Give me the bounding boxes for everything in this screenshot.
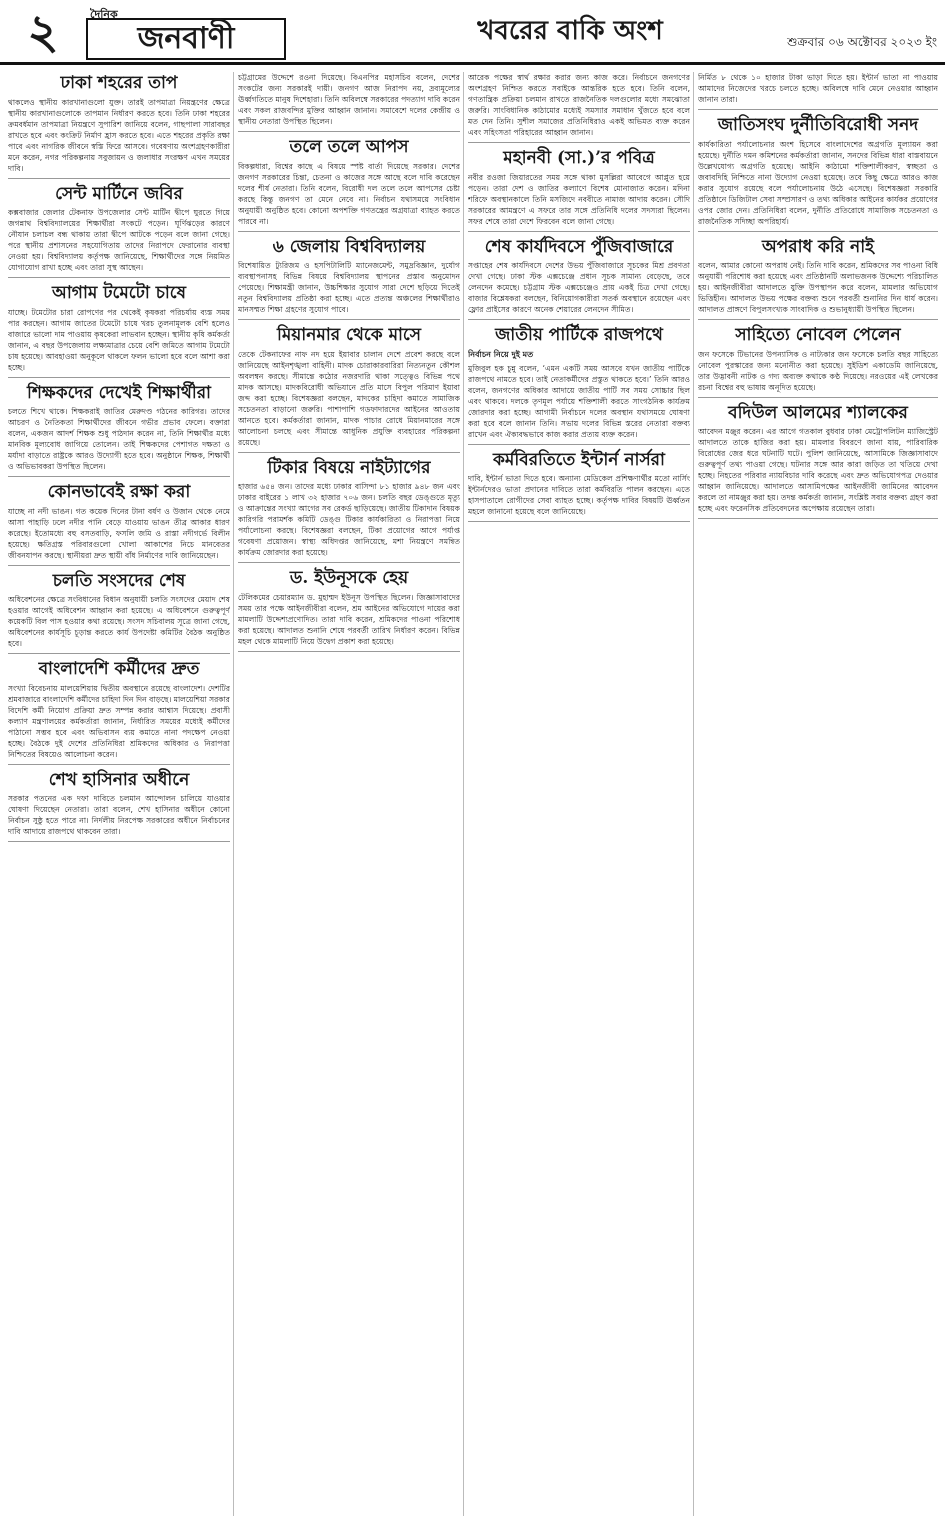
article-headline: সেন্ট মার্টিনে জবির: [55, 183, 183, 204]
article: [698, 72, 938, 110]
article-separator: [8, 476, 230, 477]
article-body: মুজিবুল হক চুন্নু বলেন, ‘এমন একটি সময় আসবে যখন জাতীয় পার্টিকে রাজপথে নামতে হবে। তাই নেতাকর্মীদের প্রস্তুত থাকতে হবে।’ তিনি আরও বলেন, জনগণের অধিকার আদায়ে জাতীয় পার্টি সব সময় সোচ্চার ছিল এবং থাকবে। দলকে তৃণমূল পর্যায়ে শক্তিশালী করতে সাংগঠনিক কার্যক্রম জোরদার করা হচ্ছে। আগামী নির্বাচনে দলের অবস্থান যথাসময়ে ঘোষণা করা হবে বলে জানান তিনি। সভায় দলের বিভিন্ন স্তরের নেতারা বক্তব্য রাখেন এবং ঐক্যবদ্ধভাবে কাজ করার প্রত্যয় ব্যক্ত করেন।: [468, 363, 690, 439]
article: [468, 451, 690, 523]
article-body: অধিবেশনের ক্ষেত্রে সংবিধানের বিধান অনুযায়ী চলতি সংসদের মেয়াদ শেষ হওয়ার আগেই অধিবেশন আহ্বান করা হয়েছে। এ অধিবেশনে গুরুত্বপূর্ণ কয়েকটি বিল পাস হওয়ার কথা রয়েছে। সংসদ সচিবালয় সূত্রে জানা গেছে, অধিবেশনের কার্যসূচি চূড়ান্ত করতে কার্য উপদেষ্টা কমিটির বৈঠক অনুষ্ঠিত হবে।: [8, 595, 230, 649]
article-subhead: নির্বাচন নিয়ে দুই মত: [468, 349, 534, 359]
page-number: ২: [27, 4, 59, 60]
article-separator: [8, 764, 230, 765]
article-separator: [8, 841, 230, 842]
article-separator: [238, 452, 460, 453]
article-body: কক্সবাজার জেলার টেকনাফ উপজেলার সেন্ট মার্টিন দ্বীপে ঘুরতে গিয়ে জগন্নাথ বিশ্ববিদ্যালয়ের শিক্ষার্থীরা সংকটে পড়েন। ঘূর্ণিঝড়ের কারণে নৌযান চলাচল বন্ধ থাকায় তারা দ্বীপে আটকে পড়েন বলে জানা গেছে। পরে স্থানীয় প্রশাসনের সহযোগিতায় তাদের নিরাপদে ফেরানোর ব্যবস্থা নেওয়া হয়। বিশ্ববিদ্যালয় কর্তৃপক্ষ জানিয়েছে, শিক্ষার্থীদের সঙ্গে নিয়মিত যোগাযোগ রাখা হচ্ছে এবং তারা সুস্থ আছেন।: [8, 208, 230, 273]
article-body: নির্মিত ৮ থেকে ১০ হাজার টাকা ভাড়া দিতে হয়। ইন্টার্ন ভাতা না পাওয়ায় আমাদের নিজেদের খরচে চলতে হচ্ছে। অবিলম্বে দাবি মেনে নেওয়ার আহ্বান জানান তারা।: [698, 73, 938, 104]
article-separator: [698, 319, 938, 320]
article-separator: [8, 565, 230, 566]
article-headline: অপরাধ করি নাই: [762, 236, 874, 257]
column-4: [698, 72, 938, 1516]
dateline: শুক্রবার ০৬ অক্টোবর ২০২৩ ইং: [787, 35, 937, 49]
logo-wordmark: জনবাণী: [86, 18, 286, 60]
article: [698, 404, 938, 520]
article-body: বিকল্পধারা, বিশ্বের কাছে এ বিষয়ে স্পষ্ট বার্তা দিয়েছে সরকার। দেশের জনগণ সরকারের চিন্তা, চেতনা ও কাজের সঙ্গে আছে বলে দাবি করেছেন দলের শীর্ষ নেতারা। তিনি বলেন, বিরোধী দল তলে তলে আপসের চেষ্টা করছে কিন্তু জনগণ তা মেনে নেবে না। নির্বাচন যথাসময়ে সংবিধান অনুযায়ী অনুষ্ঠিত হবে। কোনো অপশক্তি গণতন্ত্রের অগ্রযাত্রা ব্যাহত করতে পারবে না।: [238, 161, 460, 226]
article: [8, 483, 230, 566]
masthead: [0, 0, 945, 64]
newspaper-logo: [86, 6, 286, 58]
article-body: জন ফসেকে টিভানের উপন্যাসিক ও নাট্যকার জন ফসেকে চলতি বছর সাহিত্যে নোবেল পুরস্কারের জন্য মনোনীত করা হয়েছে। সুইডিশ একাডেমি জানিয়েছে, তার উদ্ভাবনী নাটক ও গদ্য অব্যক্ত কথাকে কণ্ঠ দিয়েছে। নরওয়ের এই লেখকের রচনা বিশ্বের বহু ভাষায় অনূদিত হয়েছে।: [698, 349, 938, 392]
article-body: সপ্তাহের শেষ কার্যদিবসে দেশের উভয় পুঁজিবাজারে সূচকের মিশ্র প্রবণতা দেখা গেছে। ঢাকা স্টক এক্সচেঞ্জে প্রধান সূচক সামান্য বেড়েছে, তবে লেনদেন কমেছে। চট্টগ্রাম স্টক এক্সচেঞ্জেও প্রায় একই চিত্র দেখা গেছে। বাজার বিশ্লেষকরা বলছেন, বিনিয়োগকারীরা সতর্ক অবস্থানে রয়েছেন এবং ফ্লোর প্রাইসের কারণে অনেক শেয়ারের লেনদেন সীমিত।: [468, 261, 690, 315]
column-3: [468, 72, 690, 1516]
article: [8, 572, 230, 655]
article-separator: [238, 231, 460, 232]
article-headline: ড. ইউনূসকে হেয়: [289, 568, 409, 589]
column-divider: [233, 72, 234, 1516]
logo-prefix: দৈনিক: [90, 8, 118, 21]
article-body: সরকার পতনের এক দফা দাবিতে চলমান আন্দোলন চালিয়ে যাওয়ার ঘোষণা দিয়েছেন নেতারা। তারা বলেন, শেখ হাসিনার অধীনে কোনো নির্বাচন সুষ্ঠু হতে পারে না। নির্দলীয় নিরপেক্ষ সরকারের অধীনে নির্বাচনের দাবি আদায়ে রাজপথে থাকবেন তারা।: [8, 794, 230, 837]
article-separator: [468, 444, 690, 445]
article: [238, 569, 460, 652]
article-body: চট্টগ্রামের উদ্দেশে রওনা দিয়েছে। বিএনপির মহাসচিব বলেন, দেশের সংকটের জন্য সরকারই দায়ী। জনগণ আজ নিরাপদ নয়, দ্রব্যমূল্যের ঊর্ধ্বগতিতে মানুষ দিশেহারা। তিনি অবিলম্বে সরকারের পদত্যাগ দাবি করেন এবং সকল রাজবন্দির মুক্তির আহ্বান জানান। সমাবেশে দলের কেন্দ্রীয় ও স্থানীয় নেতারা উপস্থিত ছিলেন।: [238, 73, 460, 126]
masthead-rule: [0, 62, 945, 65]
article-separator: [8, 277, 230, 278]
article-headline: জাতীয় পার্টিকে রাজপথে: [495, 325, 663, 346]
article-headline: চলতি সংসদের শেষ: [52, 570, 186, 591]
article-separator: [698, 231, 938, 232]
article: [238, 72, 460, 132]
article-separator: [8, 178, 230, 179]
article-separator: [238, 562, 460, 563]
article-separator: [468, 142, 690, 143]
article: [468, 326, 690, 445]
article: [468, 149, 690, 232]
article-body: বলেন, আমার কোনো অপরাধ নেই। তিনি দাবি করেন, শ্রমিকদের সব পাওনা বিধি অনুযায়ী পরিশোধ করা হয়েছে এবং প্রতিষ্ঠানটি অলাভজনক উদ্দেশ্যে পরিচালিত হয়। আইনজীবীরা আদালতে যুক্তি উপস্থাপন করে বলেন, মামলার অভিযোগ ভিত্তিহীন। আদালত উভয় পক্ষের বক্তব্য শুনে পরবর্তী শুনানির দিন ধার্য করেন। আদালত প্রাঙ্গণে বিপুলসংখ্যক সাংবাদিক ও শুভানুধ্যায়ী উপস্থিত ছিলেন।: [698, 261, 938, 315]
article-separator: [238, 651, 460, 652]
article-separator: [8, 377, 230, 378]
article: [698, 238, 938, 321]
article-body: কার্যকারিতা পর্যালোচনার অংশ হিসেবে বাংলাদেশের অগ্রগতি মূল্যায়ন করা হয়েছে। দুর্নীতি দমন কমিশনের কর্মকর্তারা জানান, সনদের বিভিন্ন ধারা বাস্তবায়নে উল্লেখযোগ্য অগ্রগতি হয়েছে। আইনি কাঠামো শক্তিশালীকরণ, স্বচ্ছতা ও জবাবদিহি নিশ্চিতে নানা উদ্যোগ নেওয়া হয়েছে। তবে কিছু ক্ষেত্রে আরও কাজ করার সুযোগ রয়েছে বলে পর্যালোচনায় উঠে এসেছে। বিশেষজ্ঞরা সরকারি প্রতিষ্ঠানে ডিজিটাল সেবা সম্প্রসারণ ও তথ্য অধিকার আইনের কার্যকর প্রয়োগের ওপর জোর দেন। প্রতিনিধিরা বলেন, দুর্নীতি প্রতিরোধে সামাজিক সচেতনতা ও রাজনৈতিক সদিচ্ছা অপরিহার্য।: [698, 139, 938, 226]
article-body: থাকলেও স্থানীয় কারখানাগুলো যুক্ত। তারই তাপমাত্রা নিয়ন্ত্রণের ক্ষেত্রে স্থানীয় কারখানাগুলোকে তাপমান নির্ধারণ করতে হবে। তিনি ঢাকা শহরের ক্রমবর্ধমান তাপমাত্রা নিয়ন্ত্রণে সুপারিশ জানিয়ে বলেন, গাছপালা সারাবছর রাখতে হবে এবং কংক্রিট নির্মাণ হ্রাস করতে হবে। এতে শহরের প্রকৃতি রক্ষা পাবে এবং নাগরিক জীবনে স্বস্তি ফিরে আসবে। গবেষণায় অংশগ্রহণকারীরা মনে করেন, নগর পরিকল্পনায় সবুজায়ন ও জলাধার সংরক্ষণ এখন সময়ের দাবি।: [8, 97, 230, 173]
article-body: আবেদন মঞ্জুর করেন। এর আগে গতকাল বুধবার ঢাকা মেট্রোপলিটন ম্যাজিস্ট্রেট আদালতে তাকে হাজির করা হয়। মামলার বিবরণে জানা যায়, পারিবারিক বিরোধের জের ধরে ঘটনাটি ঘটে। পুলিশ জানিয়েছে, আসামিকে জিজ্ঞাসাবাদে গুরুত্বপূর্ণ তথ্য পাওয়া গেছে। ঘটনার সঙ্গে আর কারা জড়িত তা খতিয়ে দেখা হচ্ছে। নিহতের পরিবার ন্যায়বিচার দাবি করেছে এবং দ্রুত অভিযোগপত্র দেওয়ার আহ্বান জানিয়েছে। আদালতে আসামিপক্ষের আইনজীবী জামিনের আবেদন করলে তা নামঞ্জুর করা হয়। তদন্ত কর্মকর্তা জানান, সংশ্লিষ্ট সবার বক্তব্য গ্রহণ করা হচ্ছে এবং ফরেনসিক প্রতিবেদনের অপেক্ষায় রয়েছেন তারা।: [698, 427, 938, 514]
article-headline: সাহিত্যে নোবেল পেলেন: [735, 325, 901, 346]
article: [698, 116, 938, 232]
article: [238, 459, 460, 564]
article-headline: বাংলাদেশি কর্মীদের দ্রুত: [38, 659, 200, 680]
article: [8, 771, 230, 843]
article-body: সংখ্যা বিবেচনায় মালয়েশিয়ায় দ্বিতীয় অবস্থানে রয়েছে বাংলাদেশ। দেশটির শ্রমবাজারে বাংলাদেশি কর্মীদের চাহিদা দিন দিন বাড়ছে। মালয়েশিয়া সরকার বিদেশি কর্মী নিয়োগ প্রক্রিয়া দ্রুত সম্পন্ন করার আশ্বাস দিয়েছে। প্রবাসী কল্যাণ মন্ত্রণালয়ের কর্মকর্তারা জানান, নির্ধারিত সময়ের মধ্যেই কর্মীদের পাঠানো সম্ভব হবে এবং অভিবাসন ব্যয় কমাতে নানা পদক্ষেপ নেওয়া হচ্ছে। বৈঠকে দুই দেশের প্রতিনিধিরা শ্রমিকদের অধিকার ও নিরাপত্তা নিশ্চিতের বিষয়েও আলোচনা করেন।: [8, 683, 230, 759]
article: [8, 384, 230, 478]
article-separator: [468, 521, 690, 522]
article-headline: শেষ কার্যদিবসে পুঁজিবাজারে: [484, 236, 674, 257]
article: [238, 326, 460, 453]
column-1: [8, 72, 230, 1516]
article: [8, 74, 230, 179]
article-body: যাচ্ছে। টমেটোর চারা রোপণের পর থেকেই কৃষকরা পরিচর্যায় ব্যস্ত সময় পার করছেন। আগাম জাতের টমেটো চাষে খরচ তুলনামূলক বেশি হলেও বাজারে ভালো দাম পাওয়ায় কৃষকেরা লাভবান হচ্ছেন। স্থানীয় কৃষি কর্মকর্তা জানান, এ বছর উপজেলায় লক্ষ্যমাত্রার চেয়ে বেশি জমিতে আগাম টমেটো চাষ হয়েছে। আবহাওয়া অনুকূলে থাকলে ফলন ভালো হবে বলে আশা করা হচ্ছে।: [8, 307, 230, 372]
article-separator: [468, 231, 690, 232]
article-headline: বদিউল আলমের শ্যালকের: [728, 402, 908, 423]
article-separator: [468, 319, 690, 320]
article: [8, 660, 230, 765]
article-headline: শেখ হাসিনার অধীনে: [48, 769, 190, 790]
section-title: খবরের বাকি অংশ: [477, 16, 663, 46]
article-body: চলতে শিখে থাকে। শিক্ষকরাই জাতির মেরুদণ্ড গঠনের কারিগর। তাদের আচরণ ও নৈতিকতা শিক্ষার্থীদের জীবনে গভীর প্রভাব ফেলে। বক্তারা বলেন, একজন আদর্শ শিক্ষক শুধু পাঠদান করেন না, তিনি শিক্ষার্থীর মধ্যে মানবিক মূল্যবোধ জাগিয়ে তোলেন। তাই শিক্ষকদের পেশাগত দক্ষতা ও মর্যাদা বাড়াতে রাষ্ট্রকে আরও উদ্যোগী হতে হবে। অনুষ্ঠানে শিক্ষক, শিক্ষার্থী ও অভিভাবকরা উপস্থিত ছিলেন।: [8, 407, 230, 472]
article-body: টেলিকমের চেয়ারম্যান ড. মুহাম্মদ ইউনূস উপস্থিত ছিলেন। জিজ্ঞাসাবাদের সময় তার পক্ষে আইনজীবীরা বলেন, শ্রম আইনের অভিযোগে দায়ের করা মামলাটি উদ্দেশ্যপ্রণোদিত। তারা দাবি করেন, শ্রমিকদের পাওনা পরিশোধ করা হয়েছে। আদালত শুনানি শেষে পরবর্তী তারিখ নির্ধারণ করেন। বিভিন্ন মহল থেকে মামলাটি নিয়ে উদ্বেগ প্রকাশ করা হয়েছে।: [238, 592, 460, 646]
article-separator: [238, 131, 460, 132]
article-body: যাচ্ছে না নদী ভাঙন। গত কয়েক দিনের টানা বর্ষণ ও উজান থেকে নেমে আসা পাহাড়ি ঢলে নদীর পানি বেড়ে যাওয়ায় ভাঙন তীব্র আকার ধারণ করেছে। ইতোমধ্যে বহু বসতবাড়ি, ফসলি জমি ও রাস্তা নদীগর্ভে বিলীন হয়েছে। ক্ষতিগ্রস্ত পরিবারগুলো খোলা আকাশের নিচে মানবেতর জীবনযাপন করছে। স্থানীয়রা দ্রুত স্থায়ী বাঁধ নির্মাণের দাবি জানিয়েছেন।: [8, 506, 230, 560]
article-body: দাবি, ইন্টার্ন ভাতা দিতে হবে। অন্যান্য মেডিকেল প্রশিক্ষণার্থীর মতো নার্সিং ইন্টার্নদেরও ভাতা প্রদানের দাবিতে তারা কর্মবিরতি পালন করছেন। এতে হাসপাতালে রোগীদের সেবা ব্যাহত হচ্ছে। কর্তৃপক্ষ দাবির বিষয়টি ঊর্ধ্বতন মহলে জানানো হয়েছে বলে জানিয়েছে।: [468, 474, 690, 517]
article-headline: ঢাকা শহরের তাপ: [60, 73, 178, 93]
article-headline: মিয়ানমার থেকে মাসে: [276, 325, 421, 346]
article: [468, 238, 690, 321]
article-separator: [698, 518, 938, 519]
article-headline: টিকার বিষয়ে নাইট্যাগের: [267, 457, 431, 478]
article-body: নবীর রওজা জিয়ারতের সময় সঙ্গে থাকা মুসল্লিরা আবেগে আপ্লুত হয়ে পড়েন। তারা দেশ ও জাতির কল্যাণে বিশেষ মোনাজাত করেন। মদিনা শরিফে অবস্থানকালে তিনি মসজিদে নববীতে নামাজ আদায় করেন। সৌদি সরকারের আমন্ত্রণে এ সফরে তার সঙ্গে প্রতিনিধি দলের সদস্যরা ছিলেন। সফর শেষে তারা দেশে ফিরবেন বলে জানা গেছে।: [468, 172, 690, 226]
article-separator: [698, 397, 938, 398]
article-headline: ৬ জেলায় বিশ্ববিদ্যালয়: [272, 236, 426, 257]
article-headline: আগাম টমেটো চাষে: [51, 283, 187, 304]
article-separator: [238, 319, 460, 320]
article-body: তেকে টেকনাফের নাফ নদ হয়ে ইয়াবার চালান দেশে প্রবেশ করছে বলে জানিয়েছে আইনশৃঙ্খলা বাহিনী। মাদক চোরাকারবারিরা নিত্যনতুন কৌশল অবলম্বন করছে। সীমান্তে কঠোর নজরদারি থাকা সত্ত্বেও বিভিন্ন পথে মাদক আসছে। মাদকবিরোধী অভিযানে প্রতি মাসে বিপুল পরিমাণ ইয়াবা জব্দ করা হচ্ছে। বিশেষজ্ঞরা বলছেন, মাদকের চাহিদা কমাতে সামাজিক সচেতনতা বাড়ানো জরুরি। পাশাপাশি গডফাদারদের আইনের আওতায় আনতে হবে। কর্মকর্তারা জানান, মাদক পাচার রোধে মিয়ানমারের সঙ্গে আলোচনা চলছে এবং সীমান্তে আধুনিক প্রযুক্তি ব্যবহারের পরিকল্পনা রয়েছে।: [238, 349, 460, 447]
article-headline: জাতিসংঘ দুর্নীতিবিরোধী সনদ: [717, 115, 919, 135]
article-body: বিশেষায়িত ট্যুরিজম ও হসপিটালিটি ম্যানেজমেন্ট, সমুদ্রবিজ্ঞান, দুর্যোগ ব্যবস্থাপনাসহ বিভিন্ন বিষয়ে বিশ্ববিদ্যালয় স্থাপনের প্রস্তাব অনুমোদন পেয়েছে। শিক্ষামন্ত্রী জানান, উচ্চশিক্ষার সুযোগ সারা দেশে ছড়িয়ে দিতেই নতুন বিশ্ববিদ্যালয় প্রতিষ্ঠা করা হচ্ছে। এতে প্রত্যন্ত অঞ্চলের শিক্ষার্থীরাও মানসম্মত শিক্ষা গ্রহণের সুযোগ পাবে।: [238, 261, 460, 315]
article: [468, 72, 690, 143]
article-body: আরেক পক্ষের স্বার্থ রক্ষার করার জন্য কাজ করে। নির্বাচনে জনগণের অংশগ্রহণ নিশ্চিত করতে সবাইকে আন্তরিক হতে হবে। তিনি বলেন, গণতান্ত্রিক প্রক্রিয়া চলমান রাখতে রাজনৈতিক দলগুলোর মধ্যে সমঝোতা জরুরি। সাংবিধানিক কাঠামোর মধ্যেই সমস্যার সমাধান খুঁজতে হবে বলে মত দেন তিনি। সুশীল সমাজের প্রতিনিধিরাও একই অভিমত ব্যক্ত করেন এবং সহিংসতা পরিহারের আহ্বান জানান।: [468, 73, 690, 137]
article-separator: [698, 109, 938, 110]
article: [238, 238, 460, 321]
article-headline: শিক্ষকদের দেখেই শিক্ষার্থীরা: [27, 382, 211, 403]
column-divider: [693, 72, 694, 1516]
article-body: হাজার ৬৫৪ জন। তাদের মধ্যে ঢাকার বাসিন্দা ৮১ হাজার ৯৪৮ জন এবং ঢাকার বাইরের ১ লাখ ৩২ হাজার ৭০৬ জন। চলতি বছর ডেঙ্গুতে মৃত্যু ও আক্রান্তের সংখ্যা আগের সব রেকর্ড ছাড়িয়েছে। জাতীয় টিকাদান বিষয়ক কারিগরি পরামর্শক কমিটি ডেঙ্গু টিকার কার্যকারিতা ও নিরাপত্তা নিয়ে পর্যালোচনা করছে। বিশেষজ্ঞরা বলছেন, টিকা প্রয়োগের আগে পর্যাপ্ত গবেষণা প্রয়োজন। স্বাস্থ্য অধিদপ্তর জানিয়েছে, মশা নিয়ন্ত্রণে সমন্বিত কার্যক্রম জোরদার করা হয়েছে।: [238, 482, 460, 558]
article-headline: কোনভাবেই রক্ষা করা: [47, 482, 191, 503]
column-2: [238, 72, 460, 1516]
article: [238, 138, 460, 232]
article: [8, 284, 230, 378]
article: [8, 185, 230, 279]
article-headline: তলে তলে আপস: [289, 137, 409, 157]
article: [698, 326, 938, 398]
article-separator: [8, 653, 230, 654]
article-headline: মহানবী (সা.)’র পবিত্র: [503, 148, 655, 168]
article-headline: কর্মবিরতিতে ইন্টার্ন নার্সরা: [493, 449, 665, 470]
column-divider: [463, 72, 464, 1516]
